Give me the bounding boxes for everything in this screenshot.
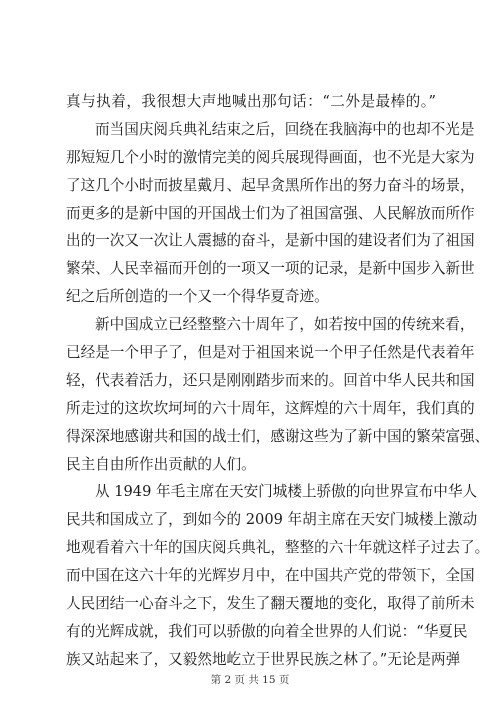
text-line: 真与执着，我很想大声地喊出那句话：“二外是最棒的。”: [66, 93, 436, 110]
paragraph-last-line: 民主自由所作出贡献的人们。: [66, 455, 256, 473]
text-line: 那短短几个小时的激情完美的阅兵展现得画面，也不光是大家为: [66, 148, 475, 166]
text-line: 出的一次又一次让人震撼的奋斗，是新中国的建设者们为了祖国: [66, 232, 475, 250]
text-line: 了这几个小时而披星戴月、起早贪黑所作出的努力奋斗的场景，: [66, 176, 475, 194]
text-line: 而中国在这六十年的光辉岁月中，在中国共产党的带领下，全国: [66, 567, 475, 585]
text-line: 所走过的这坎坎坷坷的六十周年，这辉煌的六十周年，我们真的: [66, 399, 475, 417]
body-text: [66, 88, 490, 674]
text-line: 而更多的是新中国的开国战士们为了祖国富强、人民解放而所作: [66, 204, 475, 222]
paragraph-first-line: 而当国庆阅兵典礼结束之后，回绕在我脑海中的也却不光是: [95, 120, 475, 138]
text-line: 已经是一个甲子了，但是对于祖国来说一个甲子任然是代表着年: [66, 344, 475, 362]
text-line: 轻，代表着活力，还只是刚刚踏步而来的。回首中华人民共和国: [66, 371, 475, 389]
text-line: 地观看着六十年的国庆阅兵典礼，整整的六十年就这样子过去了。: [66, 539, 490, 557]
paragraph-first-line: 新中国成立已经整整六十周年了，如若按中国的传统来看，: [95, 316, 475, 334]
text-line: 繁荣、人民幸福而开创的一项又一项的记录，是新中国步入新世: [66, 260, 475, 278]
text-line: 人民团结一心奋斗之下，发生了翻天覆地的变化，取得了前所未: [66, 595, 475, 613]
text-line: 民共和国成立了，到如今的 2009 年胡主席在天安门城楼上激动: [66, 511, 478, 529]
paragraph-last-line: 纪之后所创造的一个又一个得华夏奇迹。: [66, 288, 329, 306]
page-footer: [0, 672, 500, 687]
text-line: 族又站起来了，又毅然地屹立于世界民族之林了。”无论是两弹: [66, 650, 461, 668]
text-line: 得深深地感谢共和国的战士们，感谢这些为了新中国的繁荣富强、: [66, 427, 490, 445]
text-line: 有的光辉成就，我们可以骄傲的向着全世界的人们说：“华夏民: [66, 622, 468, 640]
page-number-label: 第 2 页 共 15 页: [210, 674, 290, 686]
paragraph-first-line: 从 1949 年毛主席在天安门城楼上骄傲的向世界宣布中华人: [95, 483, 478, 501]
